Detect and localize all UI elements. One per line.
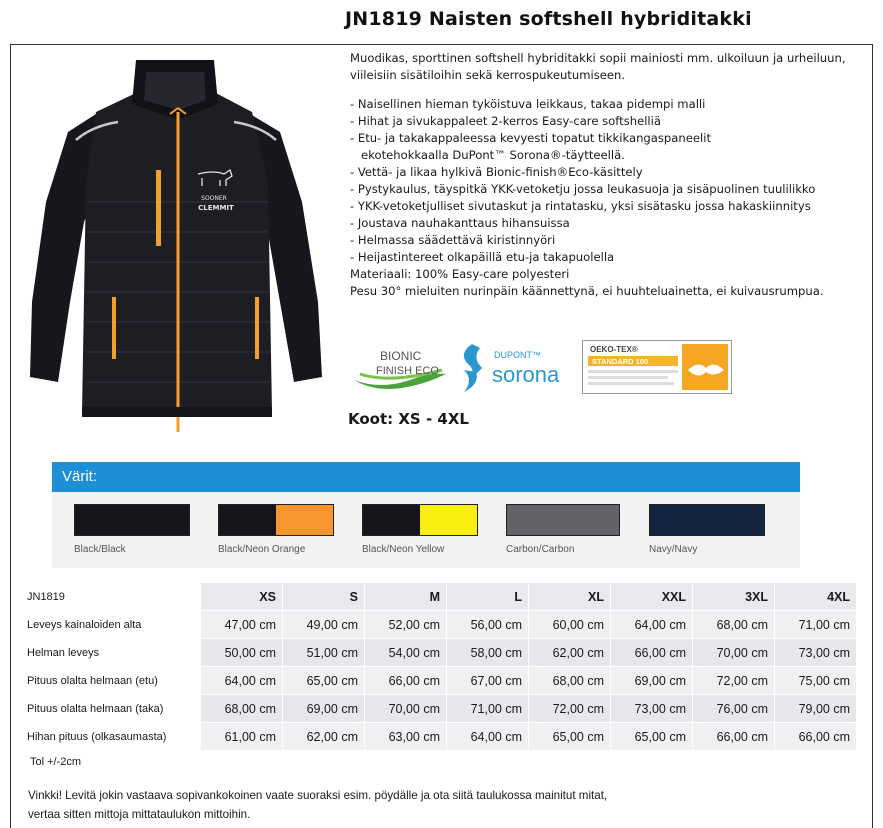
color-label: Black/Neon Orange xyxy=(218,544,306,555)
page-title: JN1819 Naisten softshell hybriditakki xyxy=(345,8,752,30)
measurement-cell: 68,00 cm xyxy=(693,611,775,639)
product-code: JN1819 xyxy=(21,583,201,611)
measurement-cell: 64,00 cm xyxy=(611,611,693,639)
measurement-cell: 52,00 cm xyxy=(365,611,447,639)
measurement-cell: 63,00 cm xyxy=(365,723,447,751)
measurement-cell: 72,00 cm xyxy=(529,695,611,723)
wash-text: Pesu 30° mieluiten nurinpäin käännettynä, ei huuhteluainetta, ei kuivausrumpua. xyxy=(350,284,824,298)
bionic-finish-logo xyxy=(350,344,450,392)
measurement-cell: 64,00 cm xyxy=(201,667,283,695)
chest-pocket-zipper xyxy=(156,170,161,246)
measurement-cell: 75,00 cm xyxy=(775,667,857,695)
sorona-text: sorona xyxy=(492,362,560,387)
size-header-row xyxy=(21,583,857,611)
swatch-fill-a xyxy=(363,505,420,535)
table-row xyxy=(21,611,857,639)
measurement-cell: 65,00 cm xyxy=(283,667,365,695)
row-label: Leveys kainaloiden alta xyxy=(21,611,201,639)
measurement-cell: 66,00 cm xyxy=(775,723,857,751)
feature-item: - Naisellinen hieman tyköistuva leikkaus, takaa pidempi malli xyxy=(350,97,706,111)
feature-item: - Helmassa säädettävä kiristinnyöri xyxy=(350,233,556,247)
feature-item: - Heijastintereet olkapäillä etu-ja takapuolella xyxy=(350,250,615,264)
color-label: Black/Black xyxy=(74,544,126,555)
certification-logos xyxy=(350,340,750,396)
measurement-cell: 49,00 cm xyxy=(283,611,365,639)
oeko-standard: STANDARD 100 xyxy=(592,357,649,366)
brand-line2: CLEMMIT xyxy=(198,204,234,212)
table-row xyxy=(21,667,857,695)
size-header: S xyxy=(283,583,365,611)
measurement-cell: 68,00 cm xyxy=(529,667,611,695)
tolerance-note: Tol +/-2cm xyxy=(30,756,82,768)
color-label: Black/Neon Yellow xyxy=(362,544,445,555)
table-row xyxy=(21,695,857,723)
measurement-cell: 62,00 cm xyxy=(283,723,365,751)
measurement-cell: 54,00 cm xyxy=(365,639,447,667)
feature-item: - Vettä- ja likaa hylkivä Bionic-finish®Eco-käsittely xyxy=(350,165,643,179)
measurement-cell: 69,00 cm xyxy=(283,695,365,723)
row-label: Hihan pituus (olkasaumasta) xyxy=(21,723,201,751)
table-row xyxy=(21,639,857,667)
measurement-cell: 73,00 cm xyxy=(611,695,693,723)
table-row xyxy=(21,723,857,751)
color-label: Carbon/Carbon xyxy=(506,544,575,555)
jacket-image xyxy=(18,52,336,440)
size-header: M xyxy=(365,583,447,611)
material-text: Materiaali: 100% Easy-care polyesteri xyxy=(350,267,570,281)
row-label: Pituus olalta helmaan (taka) xyxy=(21,695,201,723)
bionic-text: BIONIC xyxy=(380,349,422,363)
size-header: 4XL xyxy=(775,583,857,611)
size-header: L xyxy=(447,583,529,611)
measurement-cell: 71,00 cm xyxy=(447,695,529,723)
measurement-cell: 67,00 cm xyxy=(447,667,529,695)
measurement-cell: 60,00 cm xyxy=(529,611,611,639)
feature-item: - Pystykaulus, täyspitkä YKK-vetoketju jossa leukasuoja ja sisäpuolinen tuulilikko xyxy=(350,182,816,196)
oeko-title: OEKO-TEX® xyxy=(590,345,638,354)
size-header: XXL xyxy=(611,583,693,611)
measurement-cell: 47,00 cm xyxy=(201,611,283,639)
measurement-cell: 72,00 cm xyxy=(693,667,775,695)
measuring-tip xyxy=(28,786,808,824)
feature-item: - Joustava nauhakanttaus hihansuissa xyxy=(350,216,570,230)
measurement-cell: 73,00 cm xyxy=(775,639,857,667)
size-header: XS xyxy=(201,583,283,611)
colors-panel xyxy=(52,462,800,568)
measurement-cell: 58,00 cm xyxy=(447,639,529,667)
color-label: Navy/Navy xyxy=(649,544,698,555)
tip-line: Vinkki! Levitä jokin vastaava sopivankokoinen vaate suoraksi esim. pöydälle ja ota siitä taulukossa mainitut mitat, xyxy=(28,789,608,802)
feature-item: - Hihat ja sivukappaleet 2-kerros Easy-care softshelliä xyxy=(350,114,661,128)
measurement-cell: 79,00 cm xyxy=(775,695,857,723)
measurement-cell: 69,00 cm xyxy=(611,667,693,695)
row-label: Pituus olalta helmaan (etu) xyxy=(21,667,201,695)
color-swatch-black-neon-orange[interactable] xyxy=(218,504,334,536)
swatch-fill-b xyxy=(276,505,333,535)
feature-item: - YKK-vetoketjulliset sivutaskut ja rintatasku, yksi sisätasku jossa hakaskiinnitys xyxy=(350,199,811,213)
product-description xyxy=(350,50,860,300)
color-swatch-carbon-carbon[interactable] xyxy=(506,504,620,536)
measurement-cell: 65,00 cm xyxy=(529,723,611,751)
swatch-fill-b xyxy=(420,505,477,535)
size-header: 3XL xyxy=(693,583,775,611)
measurement-cell: 51,00 cm xyxy=(283,639,365,667)
color-swatch-black-neon-yellow[interactable] xyxy=(362,504,478,536)
intro-text: Muodikas, sporttinen softshell hybriditakki sopii mainiosti mm. ulkoiluun ja urheiluun, viileisiin sisätiloihin sekä kerrospukeutumiseen. xyxy=(350,51,846,82)
brand-line1: SOONER xyxy=(201,195,227,202)
sorona-logo xyxy=(454,340,584,396)
side-pocket-zipper-left xyxy=(112,297,116,359)
swatch-fill-a xyxy=(219,505,276,535)
measurement-cell: 71,00 cm xyxy=(775,611,857,639)
dupont-text: DUPONT™ xyxy=(494,350,541,360)
feature-item: - Etu- ja takakappaleessa kevyesti topatut tikkikangaspaneelit xyxy=(350,131,711,145)
colors-header: Värit: xyxy=(52,462,800,492)
measurement-cell: 70,00 cm xyxy=(693,639,775,667)
size-range: Koot: XS - 4XL xyxy=(348,410,469,428)
measurement-cell: 61,00 cm xyxy=(201,723,283,751)
measurement-cell: 66,00 cm xyxy=(365,667,447,695)
measurement-cell: 66,00 cm xyxy=(693,723,775,751)
swatch-fill xyxy=(75,505,189,535)
size-table xyxy=(20,582,857,751)
swatch-fill xyxy=(650,505,764,535)
measurement-cell: 68,00 cm xyxy=(201,695,283,723)
side-pocket-zipper-right xyxy=(255,297,259,359)
tip-line: vertaa sitten mittoja mittataulukon mittoihin. xyxy=(28,808,251,821)
measurement-cell: 76,00 cm xyxy=(693,695,775,723)
color-swatch-black-black[interactable] xyxy=(74,504,190,536)
color-swatch-navy-navy[interactable] xyxy=(649,504,765,536)
measurement-cell: 66,00 cm xyxy=(611,639,693,667)
finish-eco-text: FINISH ECO xyxy=(376,365,439,377)
measurement-cell: 64,00 cm xyxy=(447,723,529,751)
size-header: XL xyxy=(529,583,611,611)
feature-item: ekotehokkaalla DuPont™ Sorona®-täytteellä. xyxy=(350,148,625,162)
measurement-cell: 65,00 cm xyxy=(611,723,693,751)
size-table-body xyxy=(21,611,857,751)
measurement-cell: 70,00 cm xyxy=(365,695,447,723)
measurement-cell: 56,00 cm xyxy=(447,611,529,639)
swatch-fill xyxy=(507,505,619,535)
oeko-tex-logo xyxy=(582,340,732,394)
row-label: Helman leveys xyxy=(21,639,201,667)
feature-list xyxy=(350,96,860,266)
measurement-cell: 50,00 cm xyxy=(201,639,283,667)
measurement-cell: 62,00 cm xyxy=(529,639,611,667)
